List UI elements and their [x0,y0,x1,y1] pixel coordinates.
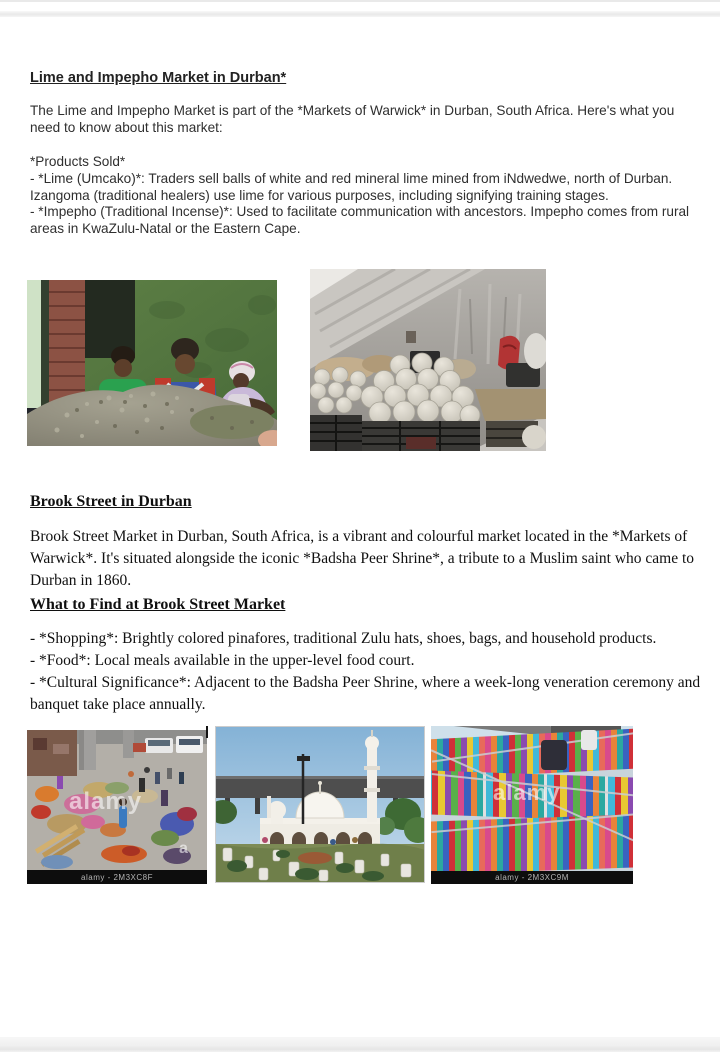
impepho-sellers-photo [27,280,277,446]
lime-balls-illustration [310,269,546,451]
lime-balls-photo [310,269,546,451]
street-market-illustration [27,730,207,870]
page-top-shadow-band [0,11,720,17]
products-bullet-impepho: - *Impepho (Traditional Incense)*: Used to facilitate communication with ancestors. Impepho comes from rural areas in KwaZulu-Natal or the Eastern Cape. [30,204,690,237]
brook-bullet-shopping: - *Shopping*: Brightly colored pinafores, traditional Zulu hats, shoes, bags, and household products. [30,630,657,647]
street-market-caption: alamy - 2M3XC8F [81,872,153,882]
alamy-corner-mark: a [179,840,189,857]
section1-products-block [30,154,696,238]
alamy-watermark: alamy [69,788,143,815]
section1-intro-paragraph: The Lime and Impepho Market is part of the *Markets of Warwick* in Durban, South Africa. Here's what you need to know about this market: [30,103,675,135]
mosque-illustration [215,726,425,883]
clothes-caption: alamy - 2M3XC9M [495,873,569,882]
clothes-caption-bar [431,871,633,884]
clothes-racks-photo [431,726,633,884]
page-top-divider [0,0,720,2]
cursor-artifact [206,726,208,738]
section2-bullets-block [30,628,710,716]
page-bottom-strip [0,1037,720,1052]
section1-heading: Lime and Impepho Market in Durban* [30,70,287,86]
products-bullet-lime: - *Lime (Umcako)*: Traders sell balls of white and red mineral lime mined from iNdwedwe, north of Durban. Izangoma (traditional healers) use lime for various purposes, including signifying training stages. [30,170,673,203]
brook-bullet-food: - *Food*: Local meals available in the upper-level food court. [30,652,415,669]
impepho-sellers-illustration [27,280,277,446]
white-sign [581,730,597,750]
section2-heading: Brook Street in Durban [30,493,192,510]
dark-garment [541,740,567,770]
brook-bullet-cultural: - *Cultural Significance*: Adjacent to the Badsha Peer Shrine, where a week-long veneration ceremony and banquet take place annually. [30,674,701,713]
products-sold-heading: *Products Sold* [30,154,126,169]
section2-sub-heading: What to Find at Brook Street Market [30,596,286,613]
alamy-watermark: alamy [493,780,561,805]
section2-intro-paragraph: Brook Street Market in Durban, South Africa, is a vibrant and colourful market located in the *Markets of Warwick*. It's situated alongside the iconic *Badsha Peer Shrine*, a tribute to a Muslim saint who came to Durban in 1860. [30,528,695,589]
street-market-photo [27,730,207,884]
badsha-peer-shrine-photo [215,726,425,883]
street-market-caption-bar [27,870,207,884]
